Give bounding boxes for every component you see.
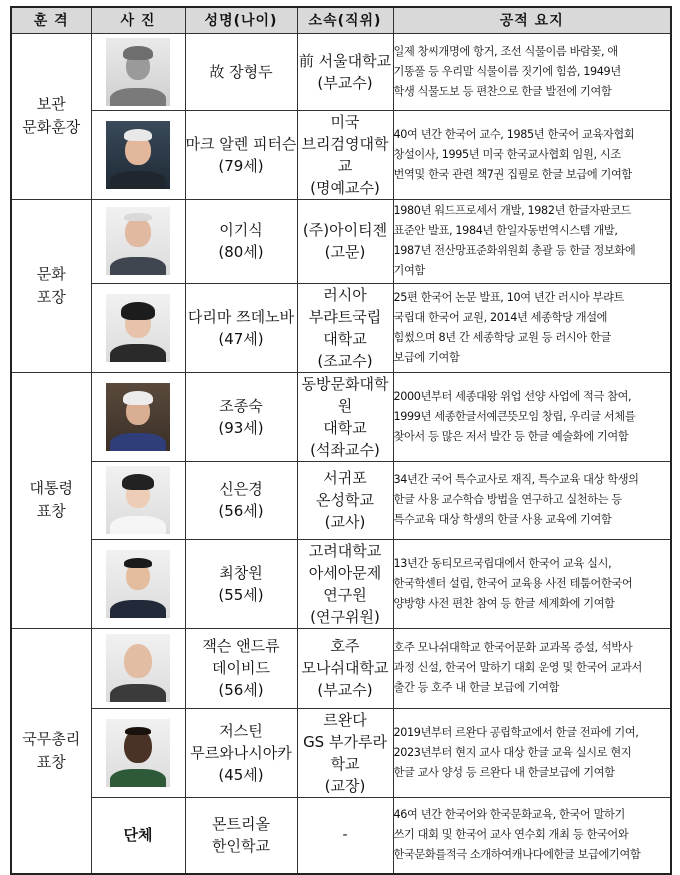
table-row xyxy=(11,33,671,110)
merit-cell: 1980년 워드프로세서 개발, 1982년 한글자판코드 표준안 발표, 1984년 한일자동번역시스템 개발, 1987년 전산망표준화위원회 총괄 등 한글 정보화에 기여함 xyxy=(393,199,671,283)
header-row xyxy=(11,7,671,33)
table-row xyxy=(11,461,671,539)
merit-cell: 25편 한국어 논문 발표, 10여 년간 러시아 부랴트 국립대 한국어 교원, 2014년 세종학당 개설에 힘썼으며 8년 간 세종학당 교원 등 러시아 한글 보급에 기여함 xyxy=(393,283,671,372)
photo-cell xyxy=(91,283,185,372)
affiliation-cell: 고려대학교 아세아문제 연구원 (연구위원) xyxy=(297,539,393,628)
awards-table xyxy=(10,6,672,875)
photo-cell xyxy=(91,199,185,283)
affiliation-cell: (주)아이티젠 (고문) xyxy=(297,199,393,283)
name-cell: 故 장형두 xyxy=(185,33,297,110)
affiliation-cell: - xyxy=(297,797,393,874)
category-president: 대통령 표창 xyxy=(11,372,91,628)
name-cell: 다리마 쯔데노바 (47세) xyxy=(185,283,297,372)
table-row xyxy=(11,797,671,874)
header-photo: 사 진 xyxy=(91,7,185,33)
table-row xyxy=(11,283,671,372)
merit-cell: 13년간 동티모르국립대에서 한국어 교육 실시, 한국학센터 설립, 한국어 교육용 사전 테툼어한국어 양방향 사전 편찬 참여 등 한글 세계화에 기여함 xyxy=(393,539,671,628)
name-cell: 신은경 (56세) xyxy=(185,461,297,539)
person-photo xyxy=(106,634,170,702)
person-photo xyxy=(106,38,170,106)
affiliation-cell: 러시아 부랴트국립 대학교 (조교수) xyxy=(297,283,393,372)
photo-cell xyxy=(91,708,185,797)
category-bogwan: 보관 문화훈장 xyxy=(11,33,91,199)
table-row xyxy=(11,539,671,628)
person-photo xyxy=(106,550,170,618)
photo-cell xyxy=(91,33,185,110)
name-cell: 잭슨 앤드류 데이비드 (56세) xyxy=(185,628,297,708)
header-award: 훈 격 xyxy=(11,7,91,33)
affiliation-cell: 서귀포 온성학교 (교사) xyxy=(297,461,393,539)
affiliation-cell: 前 서울대학교 (부교수) xyxy=(297,33,393,110)
name-cell: 이기식 (80세) xyxy=(185,199,297,283)
merit-cell: 40여 년간 한국어 교수, 1985년 한국어 교육자협회 창설이사, 1995년 미국 한국교사협회 임원, 시조 번역및 한국 관련 책7권 집필로 한글 보급에 기여함 xyxy=(393,110,671,199)
merit-cell: 일제 창씨개명에 항거, 조선 식물이름 바람꽃, 애 기똥풀 등 우리말 식물이름 짓기에 힘씀, 1949년 학생 식물도보 등 편찬으로 한글 발전에 기여함 xyxy=(393,33,671,110)
table-row xyxy=(11,708,671,797)
category-pm: 국무총리 표창 xyxy=(11,628,91,874)
photo-cell xyxy=(91,110,185,199)
photo-cell-organization: 단체 xyxy=(91,797,185,874)
name-cell: 저스틴 무르와나시아카 (45세) xyxy=(185,708,297,797)
person-photo xyxy=(106,121,170,189)
photo-cell xyxy=(91,461,185,539)
person-photo xyxy=(106,383,170,451)
person-photo xyxy=(106,466,170,534)
photo-cell xyxy=(91,539,185,628)
merit-cell: 2019년부터 르완다 공립학교에서 한글 전파에 기여, 2023년부터 현지 교사 대상 한글 교육 실시로 현지 한글 교사 양성 등 르완다 내 한글보급에 기여함 xyxy=(393,708,671,797)
name-cell: 최창원 (55세) xyxy=(185,539,297,628)
header-name: 성명(나이) xyxy=(185,7,297,33)
affiliation-cell: 미국 브리검영대학교 (명예교수) xyxy=(297,110,393,199)
photo-cell xyxy=(91,372,185,461)
affiliation-cell: 르완다 GS 부가루라 학교 (교장) xyxy=(297,708,393,797)
table-row xyxy=(11,628,671,708)
merit-cell: 2000년부터 세종대왕 위업 선양 사업에 적극 참여, 1999년 세종한글서예큰뜻모임 창립, 우리글 서체를 찾아서 등 많은 저서 발간 등 한글 예술화에 기여함 xyxy=(393,372,671,461)
merit-cell: 호주 모나쉬대학교 한국어문화 교과목 증설, 석박사 과정 신설, 한국어 말하기 대회 운영 및 한국어 교과서 출간 등 호주 내 한글 보급에 기여함 xyxy=(393,628,671,708)
merit-cell: 34년간 국어 특수교사로 재직, 특수교육 대상 학생의 한글 사용 교수학습 방법을 연구하고 실천하는 등 특수교육 대상 학생의 한글 사용 교육에 기여함 xyxy=(393,461,671,539)
affiliation-cell: 호주 모나쉬대학교 (부교수) xyxy=(297,628,393,708)
header-affiliation: 소속(직위) xyxy=(297,7,393,33)
person-photo xyxy=(106,719,170,787)
header-merit: 공적 요지 xyxy=(393,7,671,33)
name-cell: 마크 알렌 피터슨 (79세) xyxy=(185,110,297,199)
table-row xyxy=(11,372,671,461)
person-photo xyxy=(106,294,170,362)
category-pojang: 문화 포장 xyxy=(11,199,91,372)
person-photo xyxy=(106,207,170,275)
merit-cell: 46여 년간 한국어와 한국문화교육, 한국어 말하기 쓰기 대회 및 한국어 교사 연수회 개최 등 한국어와 한국문화를적극 소개하여캐나다에한글 보급에기여함 xyxy=(393,797,671,874)
photo-cell xyxy=(91,628,185,708)
name-cell: 몬트리올 한인학교 xyxy=(185,797,297,874)
table-row xyxy=(11,199,671,283)
name-cell: 조종숙 (93세) xyxy=(185,372,297,461)
affiliation-cell: 동방문화대학원 대학교 (석좌교수) xyxy=(297,372,393,461)
table-row xyxy=(11,110,671,199)
